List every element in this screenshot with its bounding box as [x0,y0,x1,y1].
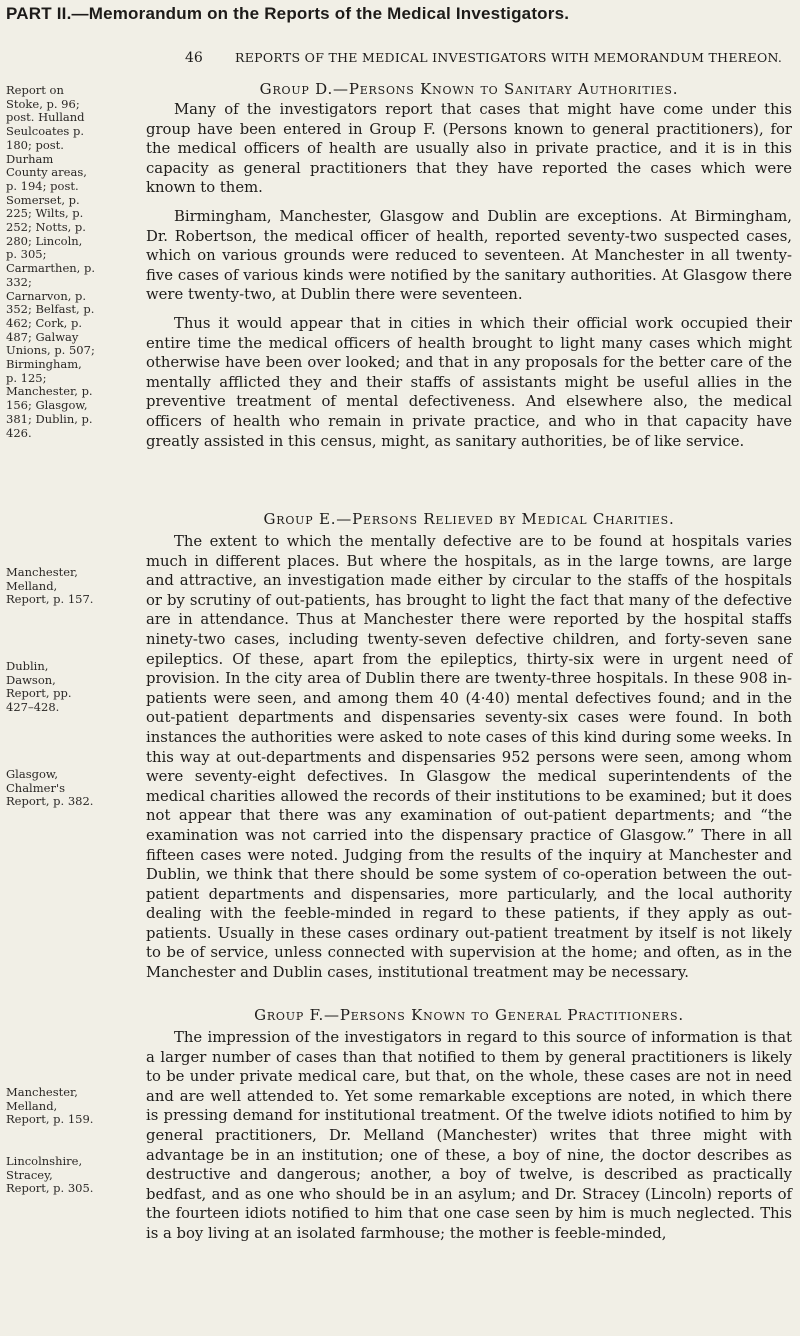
margin-note-sanitary-refs: Report on Stoke, p. 96; post. Hulland Seulcoates p. 180; post. Durham County areas, p. 194; post. Somerset, p. 225; Wilts, p. 252; Notts, p. 280; Lincoln, p. 305; Carmarthen, p. 332; Carnarvon, p. 352; Belfast, p. 462; Cork, p. 487; Galway Unions, p. 507; Birmingham, p. 125; Manchester, p. 156; Glasgow, 381; Dublin, p. 426. [6,83,95,440]
group-f-body [146,1028,792,1253]
part-header: PART II.—Memorandum on the Reports of the Medical Investigators. [6,4,570,23]
group-e-body [146,532,792,992]
group-d-heading: Group D.—Persons Known to Sanitary Authorities. [259,80,679,98]
group-d-body [146,100,792,460]
group-e-heading: Group E.—Persons Relieved by Medical Charities. [263,510,675,528]
page-number: 46 [185,50,203,66]
group-e-paragraph: The extent to which the mentally defective are to be found at hospitals varies much in different places. But where the hospitals, as in the large towns, are large and attractive, an investigation made either by circular to the staffs of the hospitals or by scrutiny of out-patients, has brought to light the fact that many of the defective are in attendance. Thus at Manchester there were reported by the hospital staffs ninety-two cases, including twenty-seven defective children, and forty-seven sane epileptics. Of these, apart from the epileptics, thirty-six were in urgent need of provision. In the city area of Dublin there are twenty-three hospitals. In these 908 in-patients were seen, and among them 40 (4·40) mental defectives found; and in the out-patient departments and dispensaries seventy-six cases were found. In both instances the authorities were asked to note cases of this kind during some weeks. In this way at out-departments and dispensaries 952 persons were seen, among whom were seventy-eight defectives. In Glasgow the medical superintendents of the medical charities allowed the records of their institutions to be examined; but it does not appear that there was any examination of out-patient departments; and “the examination was not carried into the dispensary practice of Glasgow.” There in all fifteen cases were noted. Judging from the results of the inquiry at Manchester and Dublin, we think that there should be some system of co-operation between the out-patient departments and dispensaries, more particularly, and the local authority dealing with the feeble-minded in regard to these patients, if they apply as out-patients. Usually in these cases ordinary out-patient treatment by itself is not likely to be of service, unless connected with supervision at the home; and often, as in the Manchester and Dublin cases, institutional treatment may be necessary. [146,533,792,982]
group-d-paragraph: Thus it would appear that in cities in which their official work occupied their entire time the medical officers of health brought to light many cases which might otherwise have been over looked; and that in any proposals for the better care of the mentally afflicted they and their staffs of assistants might be useful allies in the preventive treatment of mental defectiveness. And elsewhere also, the medical officers of health who remain in private practice, and who in that capacity have greatly assisted in this census, might, as sanitary authorities, be of like service. [146,314,792,450]
margin-note-dublin: Dublin, Dawson, Report, pp. 427–428. [6,659,72,715]
group-d-paragraph: Birmingham, Manchester, Glasgow and Dublin are exceptions. At Birmingham, Dr. Robertson, the medical officer of health, reported seventy-two suspected cases, which on various grounds were reduced to seventeen. At Manchester in all twenty-five cases of various kinds were notified by the sanitary authorities. At Glasgow there were twenty-two, at Dublin there were seventeen. [146,207,792,304]
group-d-paragraph: Many of the investigators report that cases that might have come under this group have been entered in Group F. (Persons known to general practitioners), for the medical officers of health are usually also in private practice, and it is in this capacity as general practitioners that they have reported the cases which were known to them. [146,101,792,197]
group-f-heading: Group F.—Persons Known to General Practitioners. [254,1006,684,1024]
running-head: REPORTS OF THE MEDICAL INVESTIGATORS WITH MEMORANDUM THEREON. [235,50,783,65]
margin-note-manchester-157: Manchester, Melland, Report, p. 157. [6,565,94,607]
margin-note-glasgow: Glasgow, Chalmer's Report, p. 382. [6,767,94,809]
group-f-paragraph: The impression of the investigators in regard to this source of information is that a larger number of cases than that notified to them by general practitioners is likely to be under private medical care, but that, on the whole, these cases are not in need and are well attended to. Yet some remarkable exceptions are noted, in which there is pressing demand for institutional treatment. Of the twelve idiots notified to him by general practitioners, Dr. Melland (Manchester) writes that three might with advantage be in an institution; one of these, a boy of nine, the doctor describes as destructive and dangerous; another, a boy of twelve, is described as practically bedfast, and as one who should be in an asylum; and Dr. Stracey (Lincoln) reports of the fourteen idiots notified to him that one case seen by him is much neglected. This is a boy living at an isolated farmhouse; the mother is feeble-minded, [146,1029,792,1242]
margin-note-lincolnshire: Lincolnshire, Stracey, Report, p. 305. [6,1154,94,1196]
margin-note-manchester-159: Manchester, Melland, Report, p. 159. [6,1085,94,1127]
